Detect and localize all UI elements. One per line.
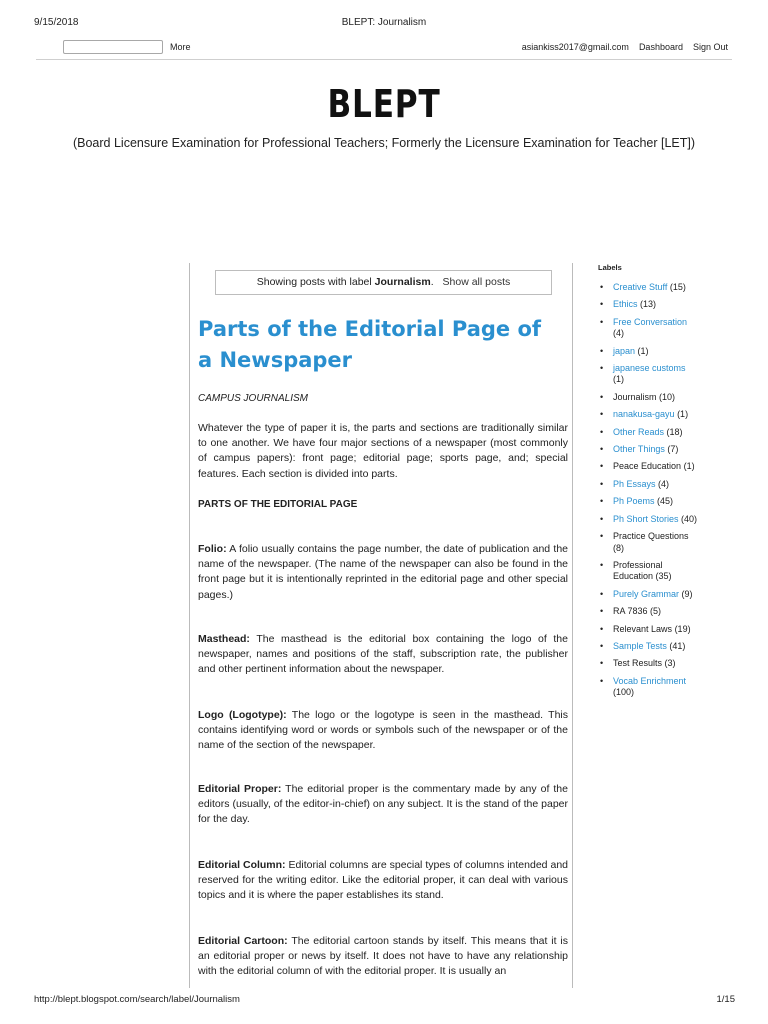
label-link: Relevant Laws xyxy=(613,623,673,634)
label-count: (3) xyxy=(664,658,676,669)
label-item xyxy=(598,282,698,293)
label-item xyxy=(598,589,698,600)
label-link[interactable]: Sample Tests xyxy=(613,640,667,651)
section-term: Editorial Column: xyxy=(198,859,286,871)
label-link: RA 7836 xyxy=(613,606,648,617)
label-count: (5) xyxy=(650,606,662,617)
section-heading: PARTS OF THE EDITORIAL PAGE xyxy=(198,499,358,510)
label-link[interactable]: Other Things xyxy=(613,444,665,455)
sidebar-labels xyxy=(598,263,698,705)
section-text: The logo or the logotype is seen in the masthead. This contains identifying word or words or symbols such of the newspaper or of the name of the section of the newspaper. xyxy=(198,709,569,752)
label-count: (10) xyxy=(659,391,676,402)
print-url: http://blept.blogspot.com/search/label/Journalism xyxy=(34,994,240,1005)
label-count: (1) xyxy=(637,345,649,356)
label-item xyxy=(598,641,698,652)
print-title: BLEPT: Journalism xyxy=(341,17,427,28)
section-text: The masthead is the editorial box containing the logo of the newspaper, names and positions of the staff, subscription rate, the publisher and other pertinent information about the newspaper. xyxy=(198,633,568,676)
label-count: (35) xyxy=(655,571,672,582)
label-count: (4) xyxy=(658,478,670,489)
label-item xyxy=(598,299,698,310)
label-item xyxy=(598,346,698,357)
more-link[interactable]: More xyxy=(170,42,191,52)
banner-suffix: . xyxy=(430,276,434,288)
label-item xyxy=(598,560,698,583)
label-count: (1) xyxy=(613,374,624,385)
label-item xyxy=(598,531,698,554)
blog-title[interactable]: BLEPT xyxy=(327,82,441,126)
label-item xyxy=(598,409,698,420)
post-title[interactable]: Parts of the Editorial Page of a Newspaper xyxy=(198,317,542,372)
label-link[interactable]: japanese customs xyxy=(613,363,686,374)
section-text: The editorial proper is the commentary made by any of the editors (usually, of the editor-in-chief) on any subject. It is the stand of the paper for the day. xyxy=(198,783,568,826)
label-link[interactable]: Ph Essays xyxy=(613,478,656,489)
label-item xyxy=(598,496,698,507)
label-link[interactable]: japan xyxy=(613,345,636,356)
label-count: (4) xyxy=(613,328,624,339)
section-editorial-cartoon xyxy=(198,934,568,980)
section-term: Folio: xyxy=(198,543,227,555)
section-text: A folio usually contains the page number, the date of publication and the name of the newspaper. (The name of the newspaper can also be found in the front page but it is intentionally reprinted in the editorial page and other special pages.) xyxy=(198,543,568,601)
section-term: Editorial Cartoon: xyxy=(198,935,288,947)
banner-label: Journalism xyxy=(374,276,431,288)
label-count: (100) xyxy=(613,687,635,698)
banner-prefix: Showing posts with label xyxy=(256,276,372,288)
navbar-right xyxy=(522,42,728,52)
label-link: Journalism xyxy=(613,391,657,402)
dashboard-link[interactable]: Dashboard xyxy=(638,42,683,52)
label-count: (18) xyxy=(666,426,683,437)
user-email: asiankiss2017@gmail.com xyxy=(521,42,629,52)
label-item xyxy=(598,363,698,386)
labels-title: Labels xyxy=(598,263,622,272)
label-list xyxy=(598,282,698,699)
label-link[interactable]: Free Conversation xyxy=(613,316,688,327)
label-count: (1) xyxy=(683,461,695,472)
label-item xyxy=(598,514,698,525)
label-count: (1) xyxy=(677,409,689,420)
label-item xyxy=(598,676,698,699)
label-item xyxy=(598,427,698,438)
label-link[interactable]: Ph Poems xyxy=(613,496,655,507)
label-link[interactable]: Purely Grammar xyxy=(613,588,680,599)
label-item xyxy=(598,479,698,490)
post-intro: Whatever the type of paper it is, the parts and sections are traditionally similar to one another. We have four major sections of a newspaper (most commonly of campus papers): front page; editorial page; sports page, and; special features. Each section is divided into parts. xyxy=(198,422,568,480)
blog-description: (Board Licensure Examination for Professional Teachers; Formerly the Licensure Examination for Teacher [LET]) xyxy=(72,136,696,150)
label-item xyxy=(598,658,698,669)
section-term: Masthead: xyxy=(198,633,250,645)
label-count: (40) xyxy=(681,513,698,524)
label-count: (7) xyxy=(667,444,679,455)
label-count: (15) xyxy=(669,282,686,292)
label-item xyxy=(598,317,698,340)
label-link[interactable]: nanakusa-gayu xyxy=(613,409,675,420)
label-item xyxy=(598,461,698,472)
label-link: Professional Education xyxy=(613,559,663,582)
post-subtitle: CAMPUS JOURNALISM xyxy=(198,393,309,404)
label-count: (9) xyxy=(681,588,693,599)
label-link[interactable]: Ethics xyxy=(613,299,638,310)
label-count: (8) xyxy=(613,542,624,553)
label-filter-banner xyxy=(215,270,552,295)
section-logo xyxy=(198,708,568,754)
label-link[interactable]: Other Reads xyxy=(613,426,665,437)
print-page-number: 1/15 xyxy=(716,994,735,1005)
label-link: Practice Questions xyxy=(613,531,689,542)
show-all-posts-link[interactable]: Show all posts xyxy=(442,276,511,288)
section-text: Editorial columns are special types of columns intended and reserved for the writing editor. Like the editorial proper, it can deal with various topics and it is where the paper establishes its stand. xyxy=(198,859,568,902)
label-link[interactable]: Ph Short Stories xyxy=(613,513,679,524)
section-term: Logo (Logotype): xyxy=(198,709,287,721)
section-editorial-column xyxy=(198,858,568,904)
section-masthead xyxy=(198,632,568,678)
section-text: The editorial cartoon stands by itself. This means that it is an editorial proper or news by itself. It does not have to have any relationship with the editorial column of with the editorial proper. It is usually an xyxy=(198,935,568,978)
navbar-search-input[interactable] xyxy=(63,40,163,54)
label-item xyxy=(598,392,698,403)
label-count: (19) xyxy=(674,623,691,634)
label-item xyxy=(598,624,698,635)
label-link[interactable]: Vocab Enrichment xyxy=(613,675,687,686)
label-item xyxy=(598,606,698,617)
print-date: 9/15/2018 xyxy=(34,17,79,28)
label-count: (45) xyxy=(657,496,674,507)
sign-out-link[interactable]: Sign Out xyxy=(692,42,728,52)
blogger-navbar xyxy=(36,39,732,60)
label-count: (41) xyxy=(669,640,686,651)
section-term: Editorial Proper: xyxy=(198,783,282,795)
label-link[interactable]: Creative Stuff xyxy=(613,282,668,292)
label-link: Test Results xyxy=(613,658,663,669)
label-link: Peace Education xyxy=(613,461,682,472)
section-editorial-proper xyxy=(198,782,568,828)
section-folio xyxy=(198,542,568,603)
label-item xyxy=(598,444,698,455)
label-count: (13) xyxy=(640,299,657,310)
